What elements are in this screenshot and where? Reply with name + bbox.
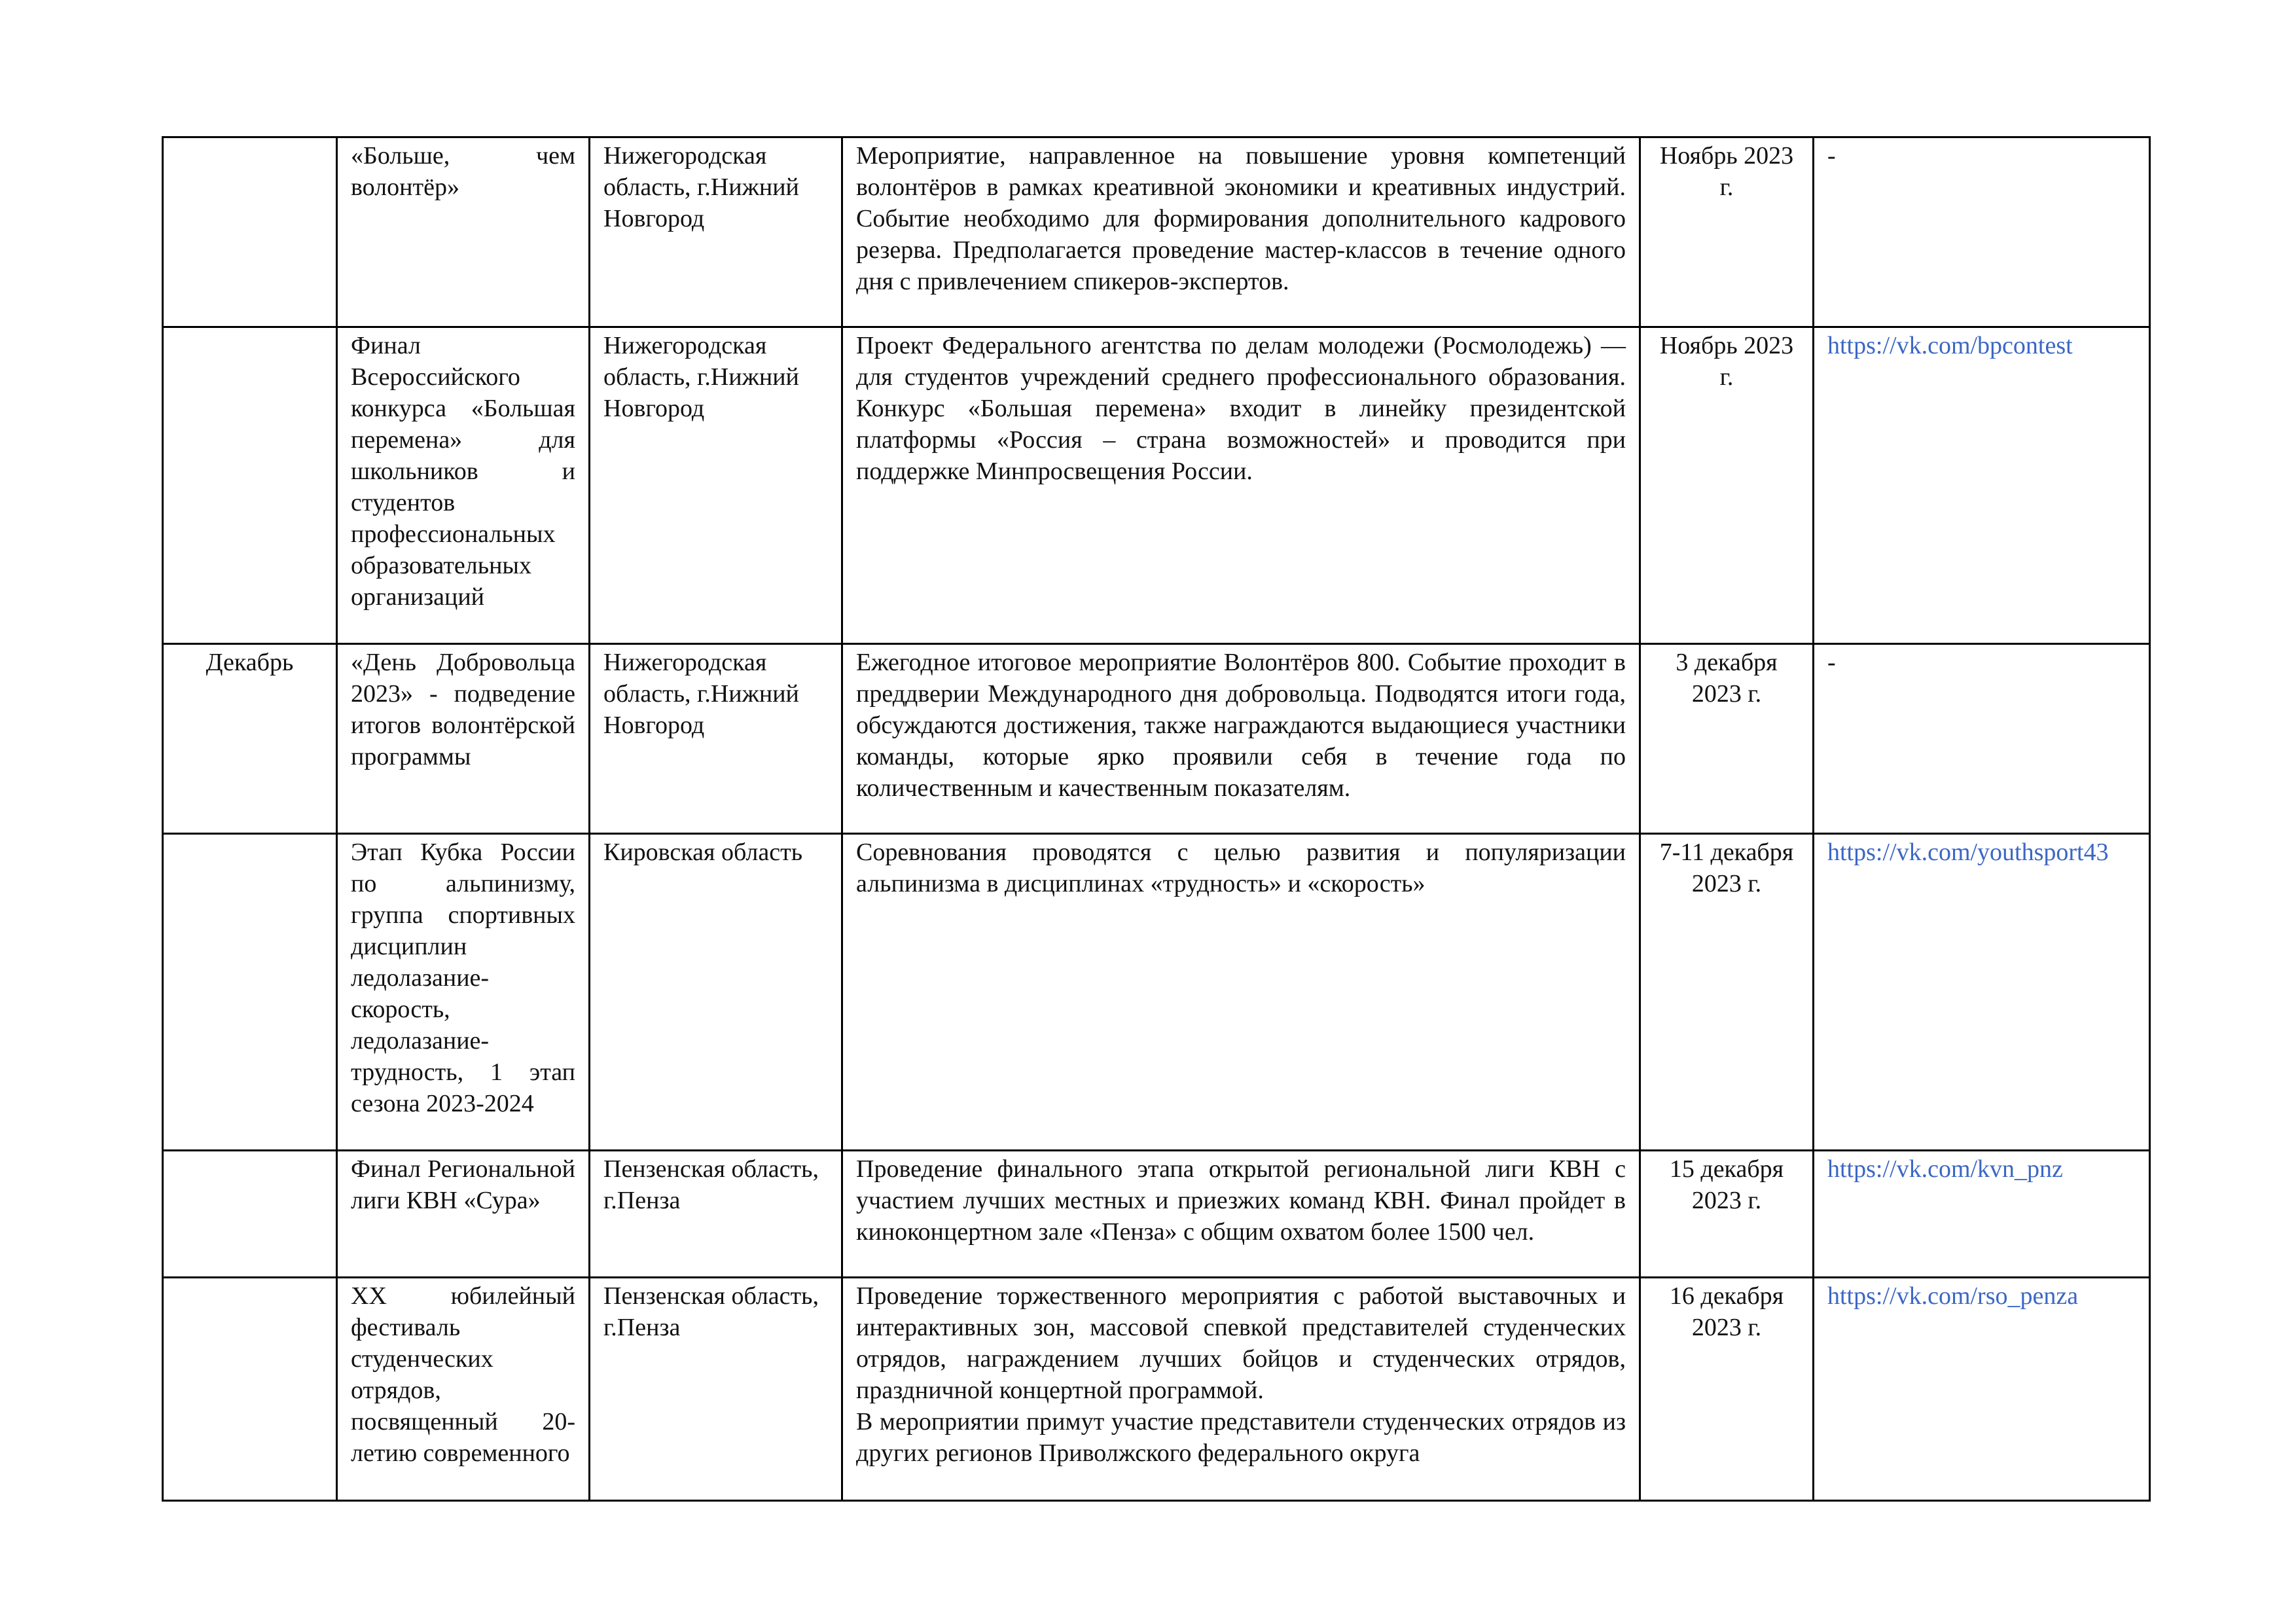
event-link[interactable]: https://vk.com/kvn_pnz (1827, 1155, 2063, 1183)
event-name-cell: «День Добровольца 2023» - подведение итогов волонтёрской программы (337, 644, 590, 834)
event-link[interactable]: https://vk.com/rso_penza (1827, 1282, 2079, 1310)
month-cell: Декабрь (163, 644, 337, 834)
link-cell (1814, 327, 2150, 644)
date-cell: Ноябрь 2023 г. (1640, 327, 1814, 644)
table-row (163, 327, 2150, 644)
description-cell (842, 1151, 1640, 1278)
month-cell (163, 834, 337, 1151)
table-row (163, 644, 2150, 834)
region-cell: Нижегородская область, г.Нижний Новгород (590, 327, 842, 644)
description-cell (842, 137, 1640, 327)
event-name-cell: «Больше, чем волонтёр» (337, 137, 590, 327)
event-name-cell: Финал Региональной лиги КВН «Сура» (337, 1151, 590, 1278)
event-link[interactable]: https://vk.com/youthsport43 (1827, 839, 2109, 866)
region-cell: Нижегородская область, г.Нижний Новгород (590, 644, 842, 834)
table-row (163, 834, 2150, 1151)
month-cell (163, 327, 337, 644)
description-text-extra: В мероприятии примут участие представители студенческих отрядов из других регионов Приволжского федерального округа (856, 1408, 1626, 1467)
description-cell (842, 644, 1640, 834)
link-cell: - (1814, 137, 2150, 327)
event-name-cell: XX юбилейный фестиваль студенческих отрядов, посвященный 20-летию современного (337, 1278, 590, 1501)
date-cell: 3 декабря 2023 г. (1640, 644, 1814, 834)
month-cell (163, 137, 337, 327)
description-text: Соревнования проводятся с целью развития и популяризации альпинизма в дисциплинах «трудность» и «скорость» (856, 839, 1626, 897)
description-text: Мероприятие, направленное на повышение уровня компетенций волонтёров в рамках креативной экономики и креативных индустрий. Событие необходимо для формирования дополнительного кадрового резерва. Предполагается проведение мастер-классов в течение одного дня с привлечением спикеров-экспертов. (856, 142, 1626, 295)
date-cell: 7-11 декабря 2023 г. (1640, 834, 1814, 1151)
event-name-cell: Этап Кубка России по альпинизму, группа спортивных дисциплин ледолазание-скорость, ледолазание-трудность, 1 этап сезона 2023-2024 (337, 834, 590, 1151)
table-row (163, 1151, 2150, 1278)
description-text: Проведение торжественного мероприятия с работой выставочных и интерактивных зон, массовой спевкой представителей студенческих отрядов, награждением лучших бойцов и студенческих отрядов, праздничной концертной программой. (856, 1282, 1626, 1404)
link-cell: - (1814, 644, 2150, 834)
month-cell (163, 1151, 337, 1278)
description-cell (842, 1278, 1640, 1501)
date-cell: 16 декабря 2023 г. (1640, 1278, 1814, 1501)
table-row (163, 137, 2150, 327)
event-name-cell: Финал Всероссийского конкурса «Большая перемена» для школьников и студентов профессиональных образовательных организаций (337, 327, 590, 644)
month-cell (163, 1278, 337, 1501)
description-cell (842, 834, 1640, 1151)
region-cell: Пензенская область, г.Пенза (590, 1278, 842, 1501)
link-cell (1814, 834, 2150, 1151)
region-cell: Кировская область (590, 834, 842, 1151)
events-table (162, 136, 2151, 1502)
table-row (163, 1278, 2150, 1501)
date-cell: Ноябрь 2023 г. (1640, 137, 1814, 327)
description-cell (842, 327, 1640, 644)
description-text: Проект Федерального агентства по делам молодежи (Росмолодежь) — для студентов учреждений среднего профессионального образования. Конкурс «Большая перемена» входит в линейку президентской платформы «Россия – страна возможностей» и проводится при поддержке Минпросвещения России. (856, 332, 1626, 485)
event-link[interactable]: https://vk.com/bpcontest (1827, 332, 2073, 359)
description-text: Ежегодное итоговое мероприятие Волонтёров 800. Событие проходит в преддверии Международного дня добровольца. Подводятся итоги года, обсуждаются достижения, также награждаются выдающиеся участники команды, которые ярко проявили себя в течение года по количественным и качественным показателям. (856, 649, 1626, 802)
description-text: Проведение финального этапа открытой региональной лиги КВН с участием лучших местных и приезжих команд КВН. Финал пройдет в киноконцертном зале «Пенза» с общим охватом более 1500 чел. (856, 1155, 1626, 1246)
link-cell (1814, 1278, 2150, 1501)
link-cell (1814, 1151, 2150, 1278)
region-cell: Нижегородская область, г.Нижний Новгород (590, 137, 842, 327)
date-cell: 15 декабря 2023 г. (1640, 1151, 1814, 1278)
region-cell: Пензенская область, г.Пенза (590, 1151, 842, 1278)
